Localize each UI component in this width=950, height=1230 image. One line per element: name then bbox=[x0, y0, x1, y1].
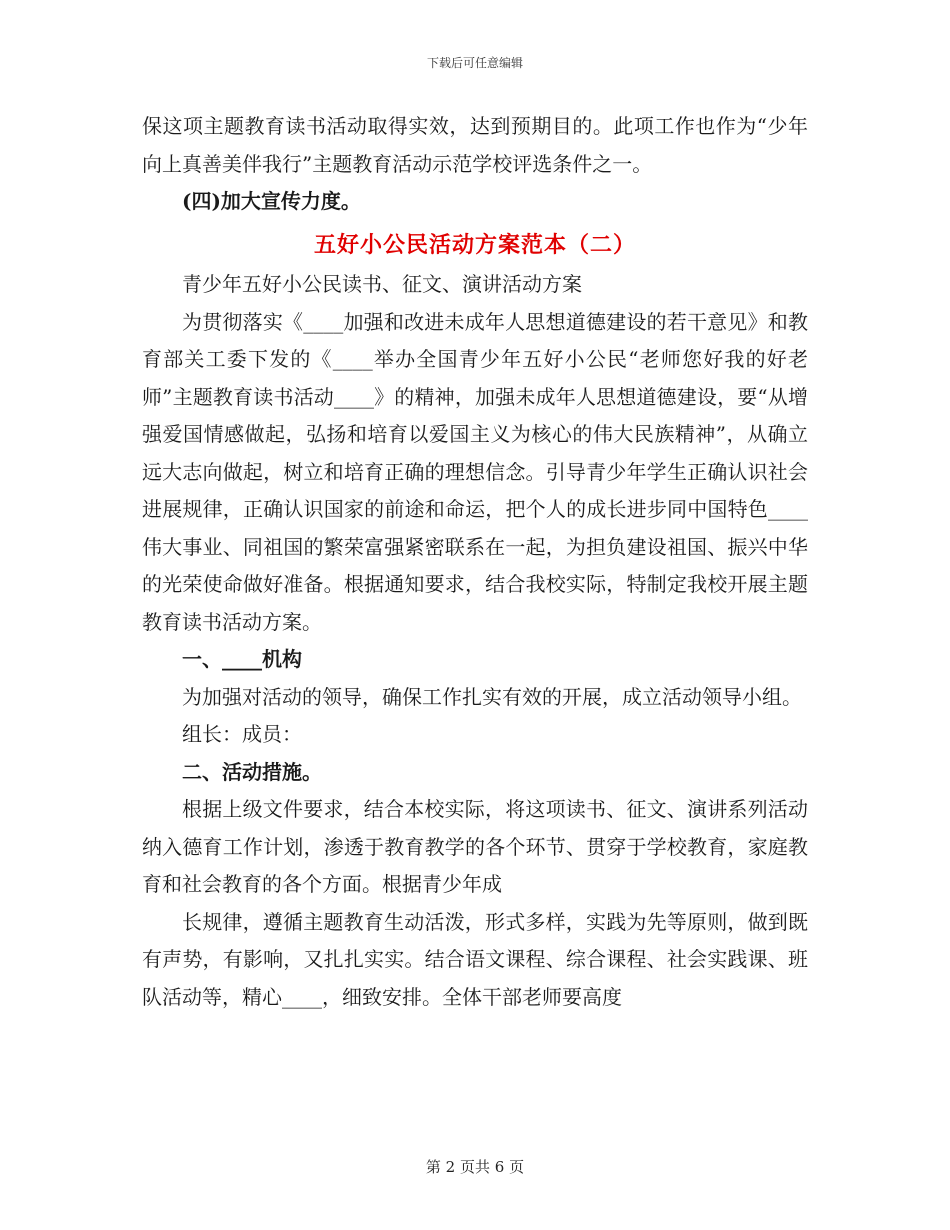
document-subtitle: 青少年五好小公民读书、征文、演讲活动方案 bbox=[182, 272, 582, 296]
paragraph-purpose: 为贯彻落实《____加强和改进未成年人思想道德建设的若干意见》和教育部关工委下发的《____举办全国青少年五好小公民“老师您好我的好老师”主题教育读书活动____》的精神，加强未成年人思想道德建设，要“从增强爱国情感做起，弘扬和培育以爱国主义为核心的伟大民族精神”，从确立远大志向做起，树立和培育正确的理想信念。引导青少年学生正确认识社会进展规律，正确认识国家的前途和命运，把个人的成长进步同中国特色____伟大事业、同祖国的繁荣富强紧密联系在一起，为担负建设祖国、振兴中华的光荣使命做好准备。根据通知要求，结合我校实际，特制定我校开展主题教育读书活动方案。 bbox=[142, 309, 808, 634]
section-heading-publicity: (四)加大宣传力度。 bbox=[182, 189, 361, 213]
page-footer: 第 2 页共 6 页 bbox=[425, 1158, 525, 1176]
document-title: 五好小公民活动方案范本（二） bbox=[313, 231, 636, 258]
paragraph-continuation: 保这项主题教育读书活动取得实效，达到预期目的。此项工作也作为“少年向上真善美伴我行”主题教育活动示范学校评选条件之一。 bbox=[142, 114, 808, 176]
page-header: 下载后可任意编辑 bbox=[426, 56, 523, 70]
document-body bbox=[142, 108, 808, 1016]
section-heading-organization: 一、____机构 bbox=[182, 647, 302, 671]
paragraph-members: 组长：成员： bbox=[182, 722, 302, 746]
section-heading-measures: 二、活动措施。 bbox=[182, 759, 322, 784]
paragraph-measures-continued: 长规律，遵循主题教育生动活泼，形式多样，实践为先等原则，做到既有声势，有影响，又扎扎实实。结合语文课程、综合课程、社会实践课、班队活动等，精心____，细致安排。全体干部老师要高度 bbox=[142, 909, 808, 1009]
paragraph-measures: 根据上级文件要求，结合本校实际，将这项读书、征文、演讲系列活动纳入德育工作计划，渗透于教育教学的各个环节、贯穿于学校教育，家庭教育和社会教育的各个方面。根据青少年成 bbox=[142, 797, 808, 896]
paragraph-organization: 为加强对活动的领导，确保工作扎实有效的开展，成立活动领导小组。 bbox=[182, 684, 802, 709]
